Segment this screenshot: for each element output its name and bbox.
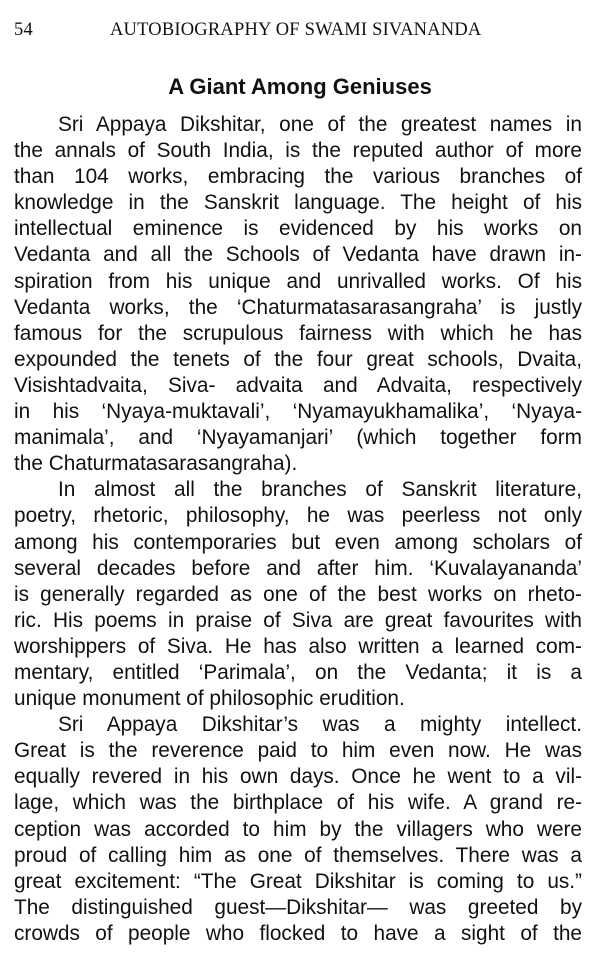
text-line: unique monument of philosophic erudition. xyxy=(14,687,405,711)
text-line: famous for the scrupulous fairness with which he has xyxy=(14,321,582,345)
text-line: Sri Appaya Dikshitar’s was a mighty intellect. xyxy=(58,713,582,737)
text-line: Vedanta works, the ‘Chaturmatasarasangraha’ is justly xyxy=(14,295,582,319)
text-line: mentary, entitled ‘Parimala’, on the Vedanta; it is a xyxy=(14,660,582,684)
text-line: ception was accorded to him by the villagers who were xyxy=(14,817,582,841)
text-line: is generally regarded as one of the best works on rheto- xyxy=(14,582,582,606)
text-line: than 104 works, embracing the various branches of xyxy=(14,165,582,189)
paragraph-2 xyxy=(14,477,582,712)
paragraph-1 xyxy=(14,112,582,477)
text-line: among his contemporaries but even among scholars of xyxy=(14,530,582,554)
page-number: 54 xyxy=(14,20,33,40)
body-text xyxy=(14,112,582,947)
text-line: the Chaturmatasarasangraha). xyxy=(14,452,298,476)
text-line: In almost all the branches of Sanskrit literature, xyxy=(58,478,582,502)
text-line: knowledge in the Sanskrit language. The height of his xyxy=(14,191,582,215)
text-line: lage, which was the birthplace of his wife. A grand re- xyxy=(14,791,582,815)
text-line: poetry, rhetoric, philosophy, he was peerless not only xyxy=(14,504,582,528)
text-line: in his ‘Nyaya-muktavali’, ‘Nyamayukhamalika’, ‘Nyaya- xyxy=(14,400,582,424)
text-line: Sri Appaya Dikshitar, one of the greatest names in xyxy=(58,113,582,136)
text-line: Visishtadvaita, Siva- advaita and Advaita, respectively xyxy=(14,373,582,397)
text-line: proud of calling him as one of themselves. There was a xyxy=(14,843,582,867)
text-line: The distinguished guest—Dikshitar— was greeted by xyxy=(14,895,582,919)
text-line: ric. His poems in praise of Siva are great favourites with xyxy=(14,608,582,632)
section-heading: A Giant Among Geniuses xyxy=(168,74,432,99)
text-line: Vedanta and all the Schools of Vedanta have drawn in- xyxy=(14,243,582,267)
running-header xyxy=(14,20,580,44)
text-line: manimala’, and ‘Nyayamanjari’ (which together form xyxy=(14,426,582,450)
text-line: Great is the reverence paid to him even now. He was xyxy=(14,739,582,763)
text-line: crowds of people who flocked to have a sight of the xyxy=(14,921,582,945)
paragraph-3 xyxy=(14,712,582,947)
text-line: spiration from his unique and unrivalled works. Of his xyxy=(14,269,582,293)
text-line: the annals of South India, is the reputed author of more xyxy=(14,139,582,163)
text-line: expounded the tenets of the four great schools, Dvaita, xyxy=(14,347,582,371)
text-line: equally revered in his own days. Once he went to a vil- xyxy=(14,765,582,789)
text-line: great excitement: “The Great Dikshitar is coming to us.” xyxy=(14,869,582,893)
text-line: worshippers of Siva. He has also written a learned com- xyxy=(14,634,582,658)
text-line: intellectual eminence is evidenced by his works on xyxy=(14,217,582,241)
running-title: AUTOBIOGRAPHY OF SWAMI SIVANANDA xyxy=(110,20,482,40)
text-line: several decades before and after him. ‘Kuvalayananda’ xyxy=(14,556,582,580)
